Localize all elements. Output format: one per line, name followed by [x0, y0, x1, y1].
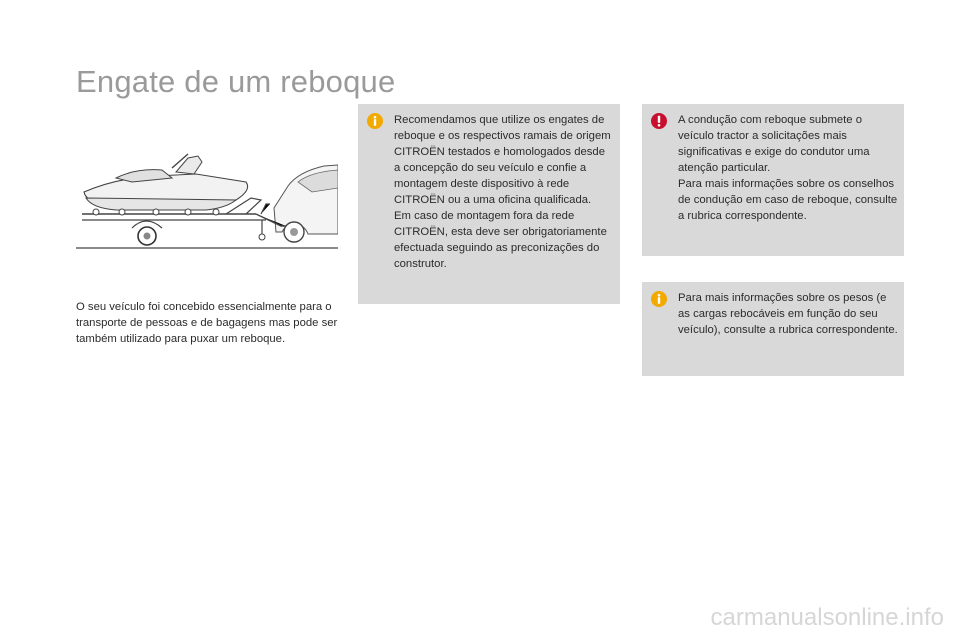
intro-paragraph: O seu veículo foi concebido essencialmente para o transporte de pessoas e de bagagens mas pode ser também utilizado para puxar um reboque.	[76, 301, 338, 346]
warning-icon	[651, 113, 667, 129]
page-title: Engate de um reboque	[76, 64, 396, 99]
recommendation-paragraph: Recomendamos que utilize os engates de reboque e os respectivos ramais de origem CITROËN testados e homologados desde a concepção do seu veículo e confie a montagem deste dispositivo à rede CITROËN ou a uma oficina qualificada.	[394, 114, 611, 206]
trailer-illustration	[76, 148, 338, 254]
info-icon	[651, 291, 667, 307]
watermark: carmanualsonline.info	[710, 604, 944, 631]
info-icon	[367, 113, 383, 129]
warning-paragraph: Para mais informações sobre os conselhos de condução em caso de reboque, consulte a rubrica correspondente.	[678, 178, 898, 222]
warning-notice	[642, 104, 904, 256]
recommendation-paragraph: Em caso de montagem fora da rede CITROËN, esta deve ser obrigatoriamente efectuada seguindo as preconizações do construtor.	[394, 210, 607, 270]
recommendation-notice	[358, 104, 620, 304]
warning-text	[678, 112, 898, 224]
warning-paragraph: A condução com reboque submete o veículo tractor a solicitações mais significativas e exige do condutor uma atenção particular.	[678, 114, 870, 174]
weights-text	[678, 290, 898, 338]
jetski-trailer-image	[76, 148, 338, 254]
recommendation-text	[394, 112, 614, 272]
weights-notice	[642, 282, 904, 376]
weights-paragraph: Para mais informações sobre os pesos (e as cargas rebocáveis em função do seu veículo), consulte a rubrica correspondente.	[678, 292, 898, 336]
